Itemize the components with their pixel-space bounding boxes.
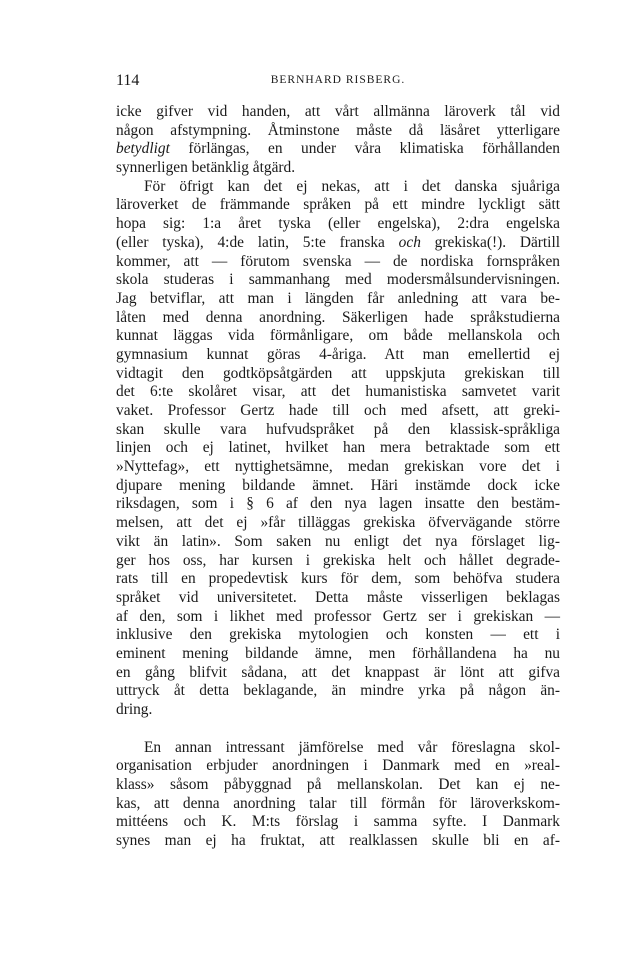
text-line: skan skulle vara hufvudspråket på den klassisk-språkliga [116,420,560,438]
text-line: uttryck åt detta beklagande, än mindre yrka på någon än- [116,682,560,700]
text-line: organisation erbjuder anordningen i Danmark med en »real- [116,757,560,775]
text-line: språket vid universitetet. Detta måste visserligen beklagas [116,588,560,606]
paragraph-spacer [116,720,560,739]
text-line: kas, att denna anordning talar till förmån för läroverkskom- [116,794,560,812]
text-line: någon afstympning. Åtminstone måste då läsåret ytterligare [116,121,560,139]
text-line: skola studeras i sammanhang med modersmålsundervisningen. [116,271,560,289]
text-line: betydligt förlängas, en under våra klimatiska förhållanden [116,140,560,158]
text-line: (eller tyska), 4:de latin, 5:te franska och grekiska(!). Därtill [116,233,560,251]
text-line: vaket. Professor Gertz hade till och med afsett, att greki- [116,402,560,419]
text-line: vidtagit den godtköpsåtgärden att uppskjuta grekiskan till [116,364,560,382]
paragraph-3 [116,739,560,851]
paragraph-2 [116,178,560,720]
text-line: linjen och ej latinet, hvilket han mera betraktade som ett [116,439,560,457]
body-text [116,103,560,851]
text-line: En annan intressant jämförelse med vår föreslagna skol- [144,738,560,756]
text-line: synes man ej ha fruktat, att realklassen skulle bli en af- [116,832,560,850]
text-line: vikt än latin». Som saken nu enligt det nya förslaget lig- [116,532,560,550]
text-line: djupare mening bildande ämnet. Häri instämde dock icke [116,476,560,494]
text-line: hopa sig: 1:a året tyska (eller engelska), 2:dra engelska [116,215,560,233]
page-number: 114 [116,72,140,89]
text-line: af den, som i likhet med professor Gertz ser i grekiskan — [116,607,560,625]
paragraph-1 [116,103,560,178]
text-line: klass» såsom påbyggnad på mellanskolan. Det kan ej ne- [116,776,560,794]
text-line: dring. [116,701,153,718]
text-line: »Nyttefag», ett nyttighetsämne, medan grekiskan vore det i [116,458,560,476]
text-line: riksdagen, som i § 6 af den nya lagen insatte den bestäm- [116,495,560,513]
text-line: melsen, att det ej »får tilläggas grekiska öfvervägande större [116,514,560,532]
page-header [116,72,560,92]
text-line: För öfrigt kan det ej nekas, att i det danska sjuåriga [144,177,560,195]
text-line: Jag betviflar, att man i längden får anledning att vara be- [116,289,560,307]
text-line: kommer, att — förutom svenska — de nordiska fornspråken [116,252,560,270]
text-line: kunnat läggas vida förmånligare, om både mellanskola och [116,327,560,345]
text-line: läroverket de främmande språken på ett mindre lyckligt sätt [116,196,560,214]
text-line: låten med denna anordning. Säkerligen hade språkstudierna [116,308,560,326]
running-head: BERNHARD RISBERG. [270,74,406,86]
text-line: synnerligen betänklig åtgärd. [116,159,296,177]
text-line: icke gifver vid handen, att vårt allmänna läroverk tål vid [116,103,560,120]
text-line: inklusive den grekiska mytologien och konsten — ett i [116,626,560,644]
text-line: rats till en propedevtisk kurs för dem, som behöfva studera [116,570,560,588]
text-line: det 6:te skolåret visar, att det humanistiska samvetet varit [116,383,560,401]
text-line: gymnasium kunnat göras 4-åriga. Att man emellertid ej [116,345,560,363]
text-line: ger hos oss, har kursen i grekiska helt och hållet degrade- [116,551,560,569]
text-line: mittéens och K. M:ts förslag i samma syfte. I Danmark [116,813,560,831]
text-line: eminent mening bildande ämne, men förhållandena ha nu [116,644,560,662]
text-line: en gång blifvit sådana, att det knappast är lönt att gifva [116,663,560,681]
